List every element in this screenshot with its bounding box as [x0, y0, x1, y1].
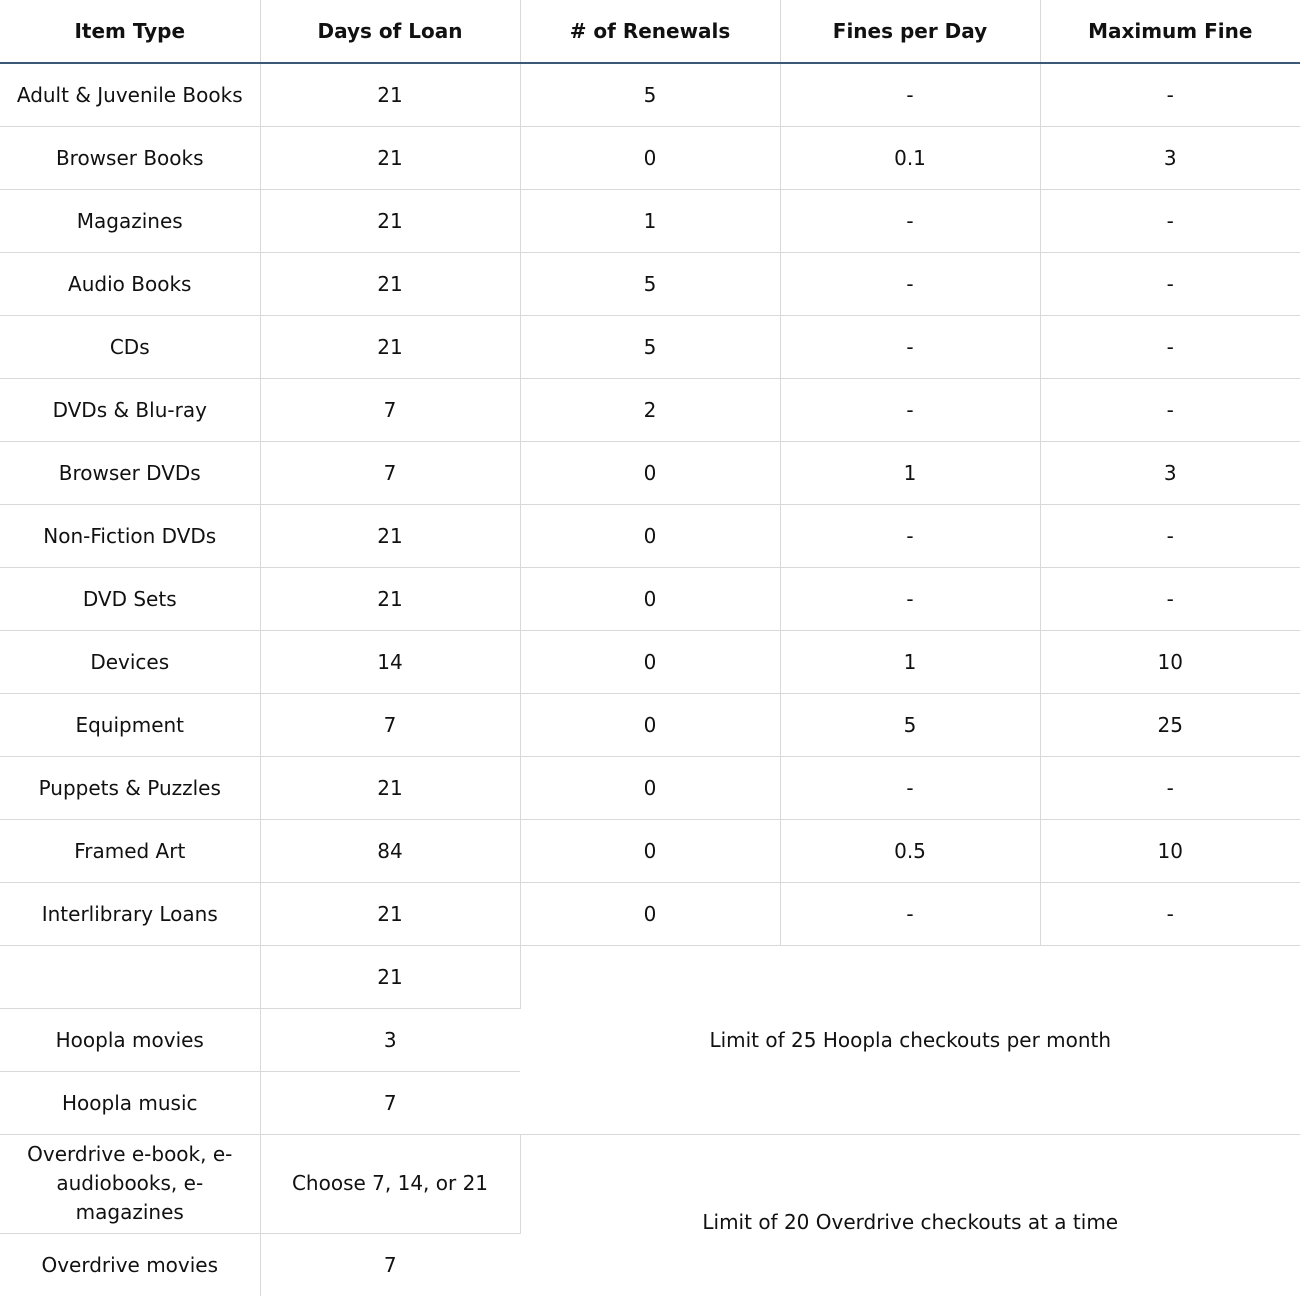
- cell-fines: -: [780, 252, 1040, 315]
- cell-item-type: Hoopla movies: [0, 1008, 260, 1071]
- cell-item-type: Browser DVDs: [0, 441, 260, 504]
- hoopla-row: [0, 945, 1300, 1008]
- table-row: [0, 252, 1300, 315]
- overdrive-ebook-label: Overdrive e-book, e-audiobooks, e-magazines: [27, 1142, 233, 1224]
- cell-item-type: CDs: [0, 315, 260, 378]
- cell-fines: -: [780, 756, 1040, 819]
- cell-fines: 1: [780, 630, 1040, 693]
- cell-days: 21: [260, 189, 520, 252]
- cell-item-type: Adult & Juvenile Books: [0, 63, 260, 126]
- header-maximum-fine: Maximum Fine: [1040, 0, 1300, 63]
- cell-renewals: 0: [520, 504, 780, 567]
- cell-max-fine: -: [1040, 756, 1300, 819]
- cell-max-fine: -: [1040, 378, 1300, 441]
- cell-item-type: Equipment: [0, 693, 260, 756]
- table-row: [0, 126, 1300, 189]
- cell-days: 7: [260, 378, 520, 441]
- cell-item-type: Hoopla music: [0, 1071, 260, 1134]
- cell-renewals: 0: [520, 756, 780, 819]
- table-row: [0, 378, 1300, 441]
- cell-renewals: 2: [520, 378, 780, 441]
- cell-fines: 0.1: [780, 126, 1040, 189]
- cell-fines: -: [780, 315, 1040, 378]
- cell-max-fine: -: [1040, 252, 1300, 315]
- cell-max-fine: -: [1040, 63, 1300, 126]
- overdrive-row: [0, 1134, 1300, 1233]
- cell-max-fine: -: [1040, 504, 1300, 567]
- cell-renewals: 0: [520, 126, 780, 189]
- table-row: [0, 567, 1300, 630]
- cell-renewals: 5: [520, 252, 780, 315]
- cell-days: 21: [260, 567, 520, 630]
- cell-max-fine: 10: [1040, 630, 1300, 693]
- cell-item-type: Audio Books: [0, 252, 260, 315]
- cell-fines: 1: [780, 441, 1040, 504]
- table-row: [0, 693, 1300, 756]
- cell-max-fine: 10: [1040, 819, 1300, 882]
- header-renewals: # of Renewals: [520, 0, 780, 63]
- cell-fines: -: [780, 189, 1040, 252]
- table-row: [0, 189, 1300, 252]
- cell-days: 7: [383, 1252, 397, 1277]
- cell-days: 14: [260, 630, 520, 693]
- cell-days: 7: [260, 1071, 520, 1134]
- cell-renewals: 1: [520, 189, 780, 252]
- cell-renewals: 5: [520, 63, 780, 126]
- table-row: [0, 441, 1300, 504]
- cell-days: 21: [260, 756, 520, 819]
- cell-renewals: 0: [520, 882, 780, 945]
- cell-item-type: Puppets & Puzzles: [0, 756, 260, 819]
- cell-days: 7: [260, 441, 520, 504]
- cell-days: 84: [260, 819, 520, 882]
- cell-max-fine: -: [1040, 567, 1300, 630]
- header-row: [0, 0, 1300, 63]
- cell-days: 21: [260, 945, 520, 1008]
- table-row: [0, 63, 1300, 126]
- cell-max-fine: -: [1040, 189, 1300, 252]
- cell-days: 21: [260, 504, 520, 567]
- cell-item-type: DVDs & Blu-ray: [0, 378, 260, 441]
- cell-renewals: 0: [520, 567, 780, 630]
- overdrive-limit-note: Limit of 20 Overdrive checkouts at a time: [702, 1209, 1119, 1234]
- cell-item-type: Magazines: [0, 189, 260, 252]
- cell-fines: -: [780, 504, 1040, 567]
- table-row: [0, 504, 1300, 567]
- cell-max-fine: 3: [1040, 126, 1300, 189]
- header-fines-per-day: Fines per Day: [780, 0, 1040, 63]
- table-row: [0, 819, 1300, 882]
- table-row: [0, 315, 1300, 378]
- cell-item-type: DVD Sets: [0, 567, 260, 630]
- cell-days: 21: [260, 126, 520, 189]
- cell-item-type: Interlibrary Loans: [0, 882, 260, 945]
- cell-max-fine: 3: [1040, 441, 1300, 504]
- cell-item-type: Devices: [0, 630, 260, 693]
- cell-fines: -: [780, 882, 1040, 945]
- header-item-type: Item Type: [0, 0, 260, 63]
- cell-days: 21: [260, 315, 520, 378]
- header-days-of-loan: Days of Loan: [260, 0, 520, 63]
- cell-days: 21: [260, 882, 520, 945]
- cell-item-type: [0, 1134, 260, 1233]
- cell-days: 3: [260, 1008, 520, 1071]
- table-row: [0, 630, 1300, 693]
- cell-fines: -: [780, 567, 1040, 630]
- cell-renewals: 0: [520, 441, 780, 504]
- cell-fines: 0.5: [780, 819, 1040, 882]
- cell-item-type: Overdrive movies: [0, 1233, 260, 1296]
- cell-fines: -: [780, 63, 1040, 126]
- hoopla-limit-note: Limit of 25 Hoopla checkouts per month: [520, 945, 1300, 1134]
- cell-days: 21: [260, 252, 520, 315]
- cell-item-type: Browser Books: [0, 126, 260, 189]
- cell-days: 7: [260, 693, 520, 756]
- cell-max-fine: 25: [1040, 693, 1300, 756]
- cell-max-fine: -: [1040, 315, 1300, 378]
- cell-fines: -: [780, 378, 1040, 441]
- cell-item-type: [0, 945, 260, 1008]
- cell-renewals: 0: [520, 693, 780, 756]
- cell-renewals: 5: [520, 315, 780, 378]
- cell-renewals: 0: [520, 819, 780, 882]
- cell-days: 21: [260, 63, 520, 126]
- cell-item-type: Non-Fiction DVDs: [0, 504, 260, 567]
- cell-renewals: 0: [520, 630, 780, 693]
- cell-days: Choose 7, 14, or 21: [260, 1134, 520, 1233]
- cell-fines: 5: [780, 693, 1040, 756]
- table-row: [0, 882, 1300, 945]
- table-row: [0, 756, 1300, 819]
- cell-item-type: Framed Art: [0, 819, 260, 882]
- cell-max-fine: -: [1040, 882, 1300, 945]
